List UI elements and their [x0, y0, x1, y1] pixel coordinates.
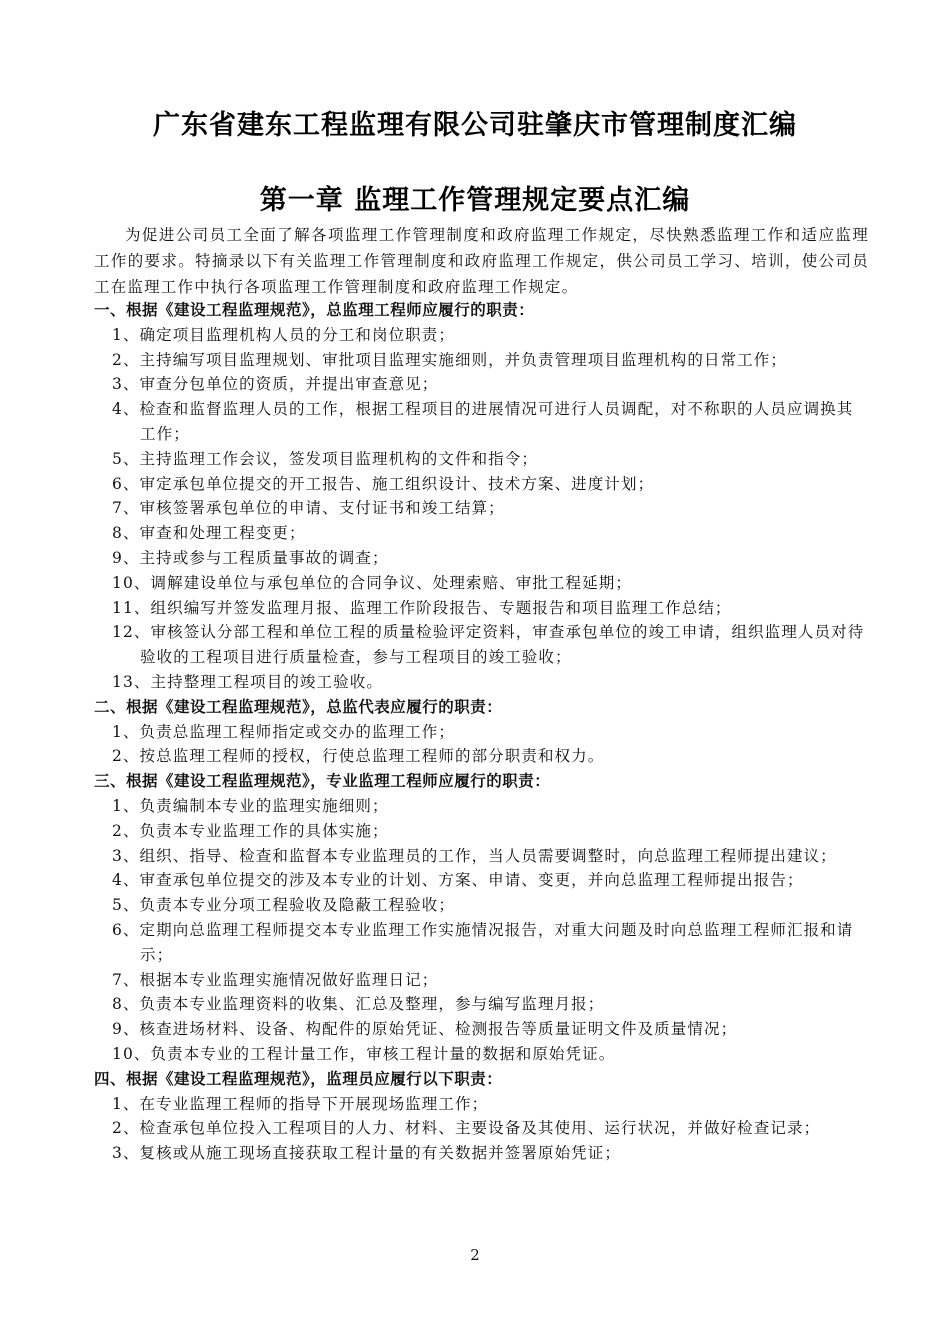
list-item: 1、确定项目监理机构人员的分工和岗位职责； — [112, 325, 455, 344]
list-item: 2、负责本专业监理工作的具体实施； — [112, 821, 389, 840]
list-item: 7、审核签署承包单位的申请、支付证书和竣工结算； — [112, 499, 505, 518]
list-item: 13、主持整理工程项目的竣工验收。 — [112, 672, 383, 691]
section-heading: 三、根据《建设工程监理规范》，专业监理工程师应履行的职责： — [94, 772, 551, 791]
section-heading: 一、根据《建设工程监理规范》，总监理工程师应履行的职责： — [94, 301, 535, 319]
chapter-title: 第一章 监理工作管理规定要点汇编 — [259, 185, 691, 216]
section-heading: 四、根据《建设工程监理规范》，监理员应履行以下职责： — [94, 1069, 503, 1088]
document-body — [94, 298, 869, 1166]
list-item: 1、在专业监理工程师的指导下开展现场监理工作； — [112, 1094, 489, 1113]
list-item: 9、主持或参与工程质量事故的调查； — [112, 548, 389, 567]
intro-paragraph: 为促进公司员工全面了解各项监理工作管理制度和政府监理工作规定，尽快熟悉监理工作和适应监理工作的要求。特摘录以下有关监理工作管理制度和政府监理工作规定，供公司员工学习、培训，使公司员工在监理工作中执行各项监理工作管理制度和政府监理工作规定。 — [94, 226, 869, 296]
list-item: 2、按总监理工程师的授权，行使总监理工程师的部分职责和权力。 — [112, 747, 605, 766]
list-item: 3、复核或从施工现场直接获取工程计量的有关数据并签署原始凭证； — [112, 1144, 621, 1163]
list-item: 4、检查和监督监理人员的工作，根据工程项目的进展情况可进行人员调配，对不称职的人员应调换其工作； — [112, 400, 854, 443]
list-item: 2、检查承包单位投入工程项目的人力、材料、主要设备及其使用、运行状况，并做好检查记录； — [112, 1119, 821, 1138]
list-item: 3、组织、指导、检查和监督本专业监理员的工作，当人员需要调整时，向总监理工程师提出建议； — [112, 846, 837, 865]
list-item: 7、根据本专业监理实施情况做好监理日记； — [112, 970, 439, 989]
list-item: 10、负责本专业的工程计量工作，审核工程计量的数据和原始凭证。 — [112, 1044, 616, 1063]
document-title: 广东省建东工程监理有限公司驻肇庆市管理制度汇编 — [153, 110, 797, 141]
list-item: 10、调解建设单位与承包单位的合同争议、处理索赔、审批工程延期； — [112, 573, 632, 592]
list-item: 8、审查和处理工程变更； — [112, 524, 306, 543]
list-item: 9、核查进场材料、设备、构配件的原始凭证、检测报告等质量证明文件及质量情况； — [112, 1020, 738, 1039]
list-item: 3、审查分包单位的资质，并提出审查意见； — [112, 375, 439, 394]
list-item: 11、组织编写并签发监理月报、监理工作阶段报告、专题报告和项目监理工作总结； — [112, 598, 732, 617]
section-heading: 二、根据《建设工程监理规范》，总监代表应履行的职责： — [94, 697, 503, 716]
list-item: 6、定期向总监理工程师提交本专业监理工作实施情况报告，对重大问题及时向总监理工程师汇报和请示； — [112, 920, 854, 964]
list-item: 1、负责编制本专业的监理实施细则； — [112, 796, 389, 815]
list-item: 12、审核签认分部工程和单位工程的质量检验评定资料，审查承包单位的竣工申请，组织监理人员对待验收的工程项目进行质量检查，参与工程项目的竣工验收； — [112, 623, 865, 667]
list-item: 5、主持监理工作会议，签发项目监理机构的文件和指令； — [112, 449, 538, 468]
list-item: 5、负责本专业分项工程验收及隐蔽工程验收； — [112, 896, 455, 915]
list-item: 4、审查承包单位提交的涉及本专业的计划、方案、申请、变更，并向总监理工程师提出报告； — [112, 871, 804, 890]
list-item: 2、主持编写项目监理规划、审批项目监理实施细则，并负责管理项目监理机构的日常工作； — [112, 350, 787, 369]
page-number: 2 — [470, 1246, 480, 1264]
list-item: 1、负责总监理工程师指定或交办的监理工作； — [112, 722, 455, 741]
list-item: 6、审定承包单位提交的开工报告、施工组织设计、技术方案、进度计划； — [112, 474, 655, 493]
list-item: 8、负责本专业监理资料的收集、汇总及整理，参与编写监理月报； — [112, 995, 605, 1014]
